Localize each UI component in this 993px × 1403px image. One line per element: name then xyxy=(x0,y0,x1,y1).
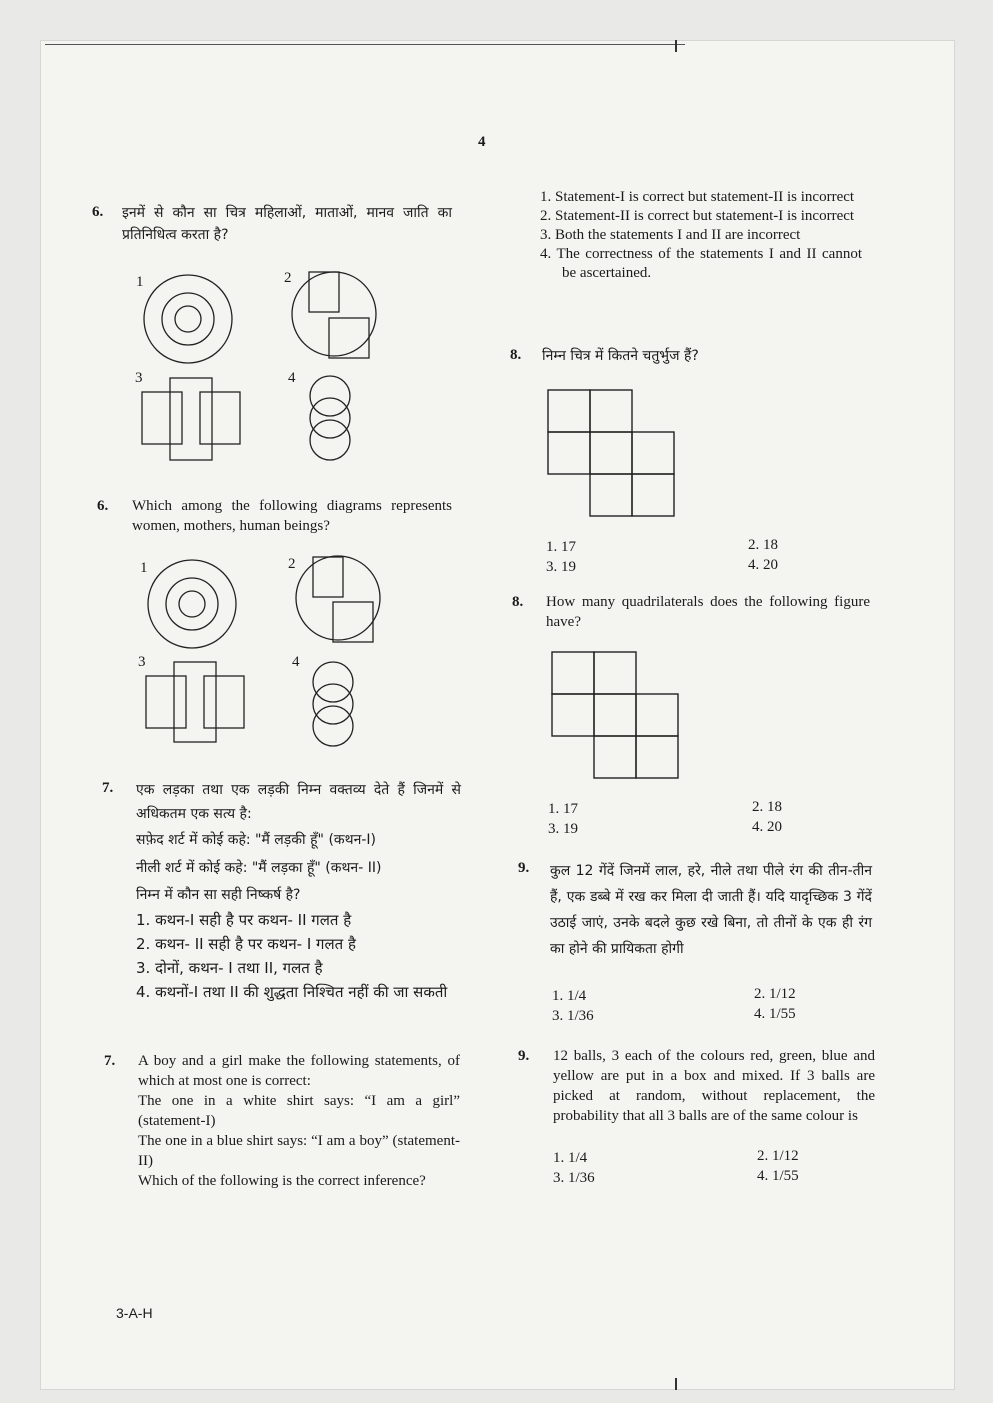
question-line-3: नीली शर्ट में कोई कहे: "मैं लड़का हूँ" (कथन- II) xyxy=(136,860,382,876)
option-4: 4. The correctness of the statements I and II cannot be ascertained. xyxy=(540,246,862,281)
q6-hindi-fig-label-1: 1 xyxy=(136,274,144,290)
option-4: 4. 1/55 xyxy=(757,1168,799,1184)
exam-page xyxy=(40,40,955,1390)
option-3: 3. 1/36 xyxy=(553,1170,595,1186)
option-2: 2. 18 xyxy=(748,537,778,553)
footer-code: 3-A-H xyxy=(116,1305,153,1321)
cell-r2c1 xyxy=(552,694,594,736)
q8-english-options xyxy=(548,797,848,841)
option-2: 2. कथन- II सही है पर कथन- I गलत है xyxy=(136,935,356,953)
question-text: निम्न चित्र में कितने चतुर्भुज हैं? xyxy=(542,348,699,364)
question-text: कुल 12 गेंदें जिनमें लाल, हरे, नीले तथा पीले रंग की तीन-तीन हैं, एक डब्बे में रख कर मिला दी जाती हैं। यदि यादृच्छिक 3 गेंदें उठाई जाएं, उनके बदले कुछ रखे बिना, तो तीनों के एक ही रंग का होने की प्रायिकता होगी xyxy=(550,863,872,957)
question-text: How many quadrilaterals does the following figure have? xyxy=(546,594,870,630)
question-line-2: सफ़ेद शर्ट में कोई कहे: "मैं लड़की हूँ" (कथन-I) xyxy=(136,832,377,848)
option-4: 4. कथनों-I तथा II की शुद्धता निश्चित नहीं की जा सकती xyxy=(136,983,448,1001)
question-number: 6. xyxy=(97,498,109,514)
option-3: 3. Both the statements I and II are incorrect xyxy=(540,227,801,243)
option-1: 1. 17 xyxy=(546,539,576,555)
option-1: 1. 1/4 xyxy=(553,1150,588,1166)
option-4: 4. 1/55 xyxy=(754,1006,796,1022)
q6-hindi-fig-label-2: 2 xyxy=(284,270,292,286)
option-4: 4. 20 xyxy=(752,819,782,835)
question-line-4: निम्न में कौन सा सही निष्कर्ष है? xyxy=(136,887,301,903)
option-2: 2. 1/12 xyxy=(757,1148,799,1164)
q9-english-options xyxy=(553,1146,853,1190)
question-line-3: The one in a blue shirt says: “I am a boy” (statement-II) xyxy=(138,1133,460,1169)
question-number: 7. xyxy=(104,1053,116,1069)
question-number: 9. xyxy=(518,860,530,876)
cell-r2c3 xyxy=(636,694,678,736)
cell-r2c2 xyxy=(594,694,636,736)
option-3: 3. 1/36 xyxy=(552,1008,594,1024)
page-number: 4 xyxy=(478,134,486,150)
q6-english-fig-label-2: 2 xyxy=(288,556,296,572)
option-1: 1. कथन-I सही है पर कथन- II गलत है xyxy=(136,911,352,929)
option-3: 3. दोनों, कथन- I तथा II, गलत है xyxy=(136,959,323,977)
question-line-1: एक लड़का तथा एक लड़की निम्न वक्तव्य देते हैं जिनमें से अधिकतम एक सत्य है: xyxy=(136,782,461,822)
question-number: 8. xyxy=(512,594,524,610)
option-4: 4. 20 xyxy=(748,557,778,573)
cell-r3c3 xyxy=(636,736,678,778)
option-1: 1. 17 xyxy=(548,801,578,817)
question-number: 7. xyxy=(102,780,114,796)
question-line-4: Which of the following is the correct inference? xyxy=(138,1173,426,1189)
cell-r3c2 xyxy=(594,736,636,778)
question-text: 12 balls, 3 each of the colours red, green, blue and yellow are put in a box and mixed. If 3 balls are picked at random, without replacement, the probability that all 3 balls are of the same colour is xyxy=(553,1048,875,1124)
question-text: इनमें से कौन सा चित्र महिलाओं, माताओं, मानव जाति का प्रतिनिधित्व करता है? xyxy=(122,205,452,243)
cell-r1c2 xyxy=(594,652,636,694)
question-text: Which among the following diagrams represents women, mothers, human beings? xyxy=(132,498,452,534)
option-1: 1. Statement-I is correct but statement-II is incorrect xyxy=(540,189,855,205)
option-3: 3. 19 xyxy=(548,821,578,837)
cell-r1c1 xyxy=(552,652,594,694)
q6-hindi-fig-label-3: 3 xyxy=(135,370,143,386)
question-number: 9. xyxy=(518,1048,530,1064)
question-number: 8. xyxy=(510,347,522,363)
q6-english-fig-label-3: 3 xyxy=(138,654,146,670)
question-line-1: A boy and a girl make the following statements, of which at most one is correct: xyxy=(138,1053,460,1089)
q6-english-fig-label-4: 4 xyxy=(292,654,300,670)
option-1: 1. 1/4 xyxy=(552,988,587,1004)
q6-english-fig-label-1: 1 xyxy=(140,560,148,576)
question-number: 6. xyxy=(92,204,104,220)
q6-hindi-fig-label-4: 4 xyxy=(288,370,296,386)
q9-hindi-options xyxy=(552,984,852,1028)
option-2: 2. 18 xyxy=(752,799,782,815)
option-3: 3. 19 xyxy=(546,559,576,575)
option-2: 2. 1/12 xyxy=(754,986,796,1002)
question-line-2: The one in a white shirt says: “I am a girl” (statement-I) xyxy=(138,1093,460,1129)
option-2: 2. Statement-II is correct but statement-I is incorrect xyxy=(540,208,855,224)
